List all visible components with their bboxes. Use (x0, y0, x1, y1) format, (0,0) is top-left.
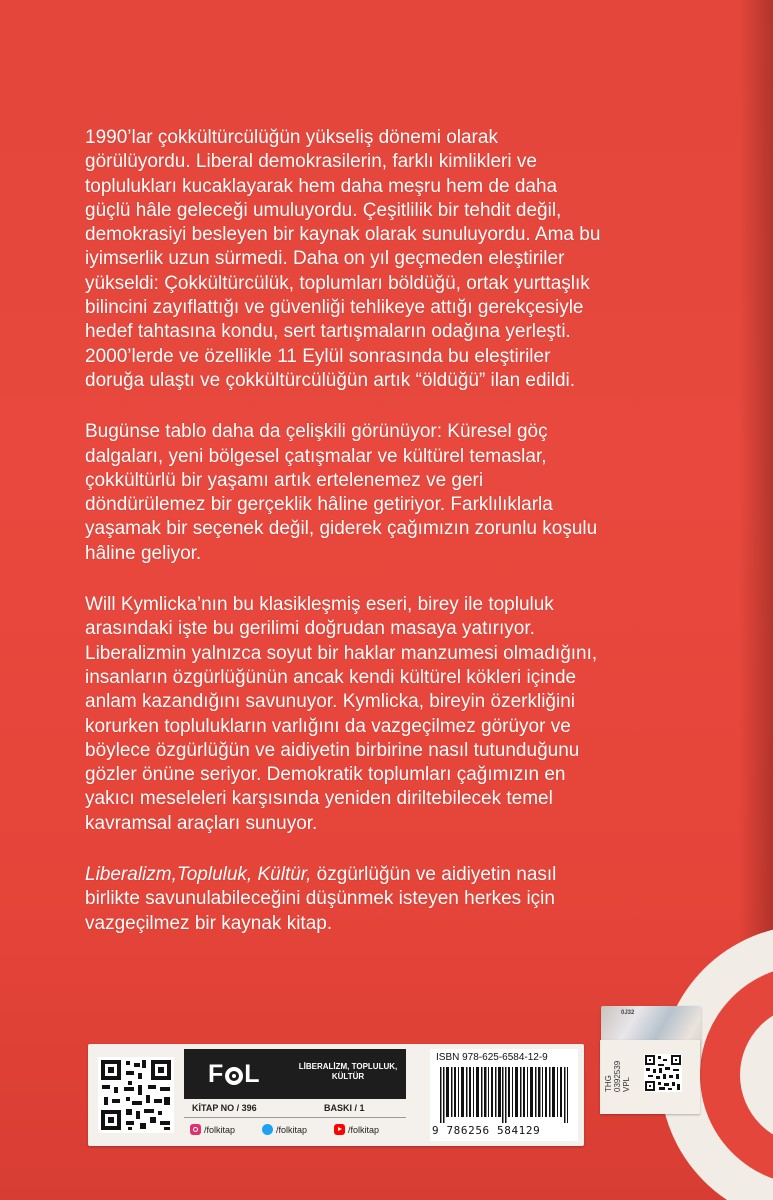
text-line: yükseldi: Çokkültürcülük, toplumları böldüğü, ortak yurttaşlık (85, 272, 590, 294)
label-qr-icon (644, 1054, 682, 1092)
text-line: doruğa ulaştı ve çokkültürcülüğün artık “öldüğü” ilan edildi. (85, 369, 576, 391)
book-info-row (184, 1102, 406, 1115)
barcode-icon (440, 1067, 568, 1123)
fol-logo: F L (208, 1060, 261, 1088)
text-line: 1990’lar çokkültürcülüğün yükseliş dönemi olarak (85, 127, 498, 148)
paragraph-1 (85, 126, 725, 393)
text-line: böylece özgürlüğün ve aidiyetin birbirine nasıl tutunduğunu (85, 739, 580, 761)
instagram-link (190, 1124, 235, 1135)
kitap-no-value: 396 (241, 1103, 257, 1113)
fol-o-icon (225, 1067, 243, 1085)
text-line: iyimserlik uzun sürmedi. Daha on yıl geçmeden eleştiriler (85, 248, 565, 270)
youtube-link (334, 1124, 379, 1135)
qr-code-icon (98, 1057, 174, 1133)
paragraph-2 (85, 420, 725, 566)
label-line: THG (604, 1075, 613, 1092)
youtube-icon (334, 1124, 345, 1135)
baski-label: BASKI / (324, 1103, 360, 1113)
book-title-line: LİBERALİZM, TOPLULUK, (298, 1062, 398, 1071)
divider (184, 1117, 406, 1118)
instagram-handle: /folkitap (204, 1124, 236, 1135)
kitap-no-label: KİTAP NO / (192, 1103, 242, 1113)
book-title-line: KÜLTÜR (331, 1072, 365, 1081)
text-line: korurken toplulukların varlığını da vazgeçilmez görüyor ve (85, 715, 571, 737)
text-line: hedef tahtasına kondu, sert tartışmaların odağına yerleşti. (85, 321, 571, 343)
text-line: 2000’lerde ve özellikle 11 Eylül sonrasında bu eleştiriler (85, 345, 551, 367)
instagram-icon (190, 1124, 201, 1135)
label-text (604, 1061, 631, 1092)
paragraph-3 (85, 593, 725, 836)
baski (324, 1103, 365, 1113)
book-title-small (296, 1062, 400, 1082)
twitter-handle: /folkitap (276, 1124, 308, 1135)
text-line: insanların özgürlüğünün ancak kendi kültürel kökleri içinde (85, 666, 577, 688)
book-title-italic: Liberalizm,Topluluk, Kültür, (85, 864, 312, 886)
publisher-box (184, 1049, 406, 1099)
text-line: güçlü hâle geleceği umuluyordu. Çeşitlilik bir tehdit değil, (85, 199, 562, 221)
twitter-icon (262, 1124, 273, 1135)
text-fragment: özgürlüğün ve aidiyetin nasıl (311, 864, 557, 886)
twitter-link (262, 1124, 307, 1135)
youtube-handle: /folkitap (348, 1124, 380, 1135)
hologram-code: 0J32 (621, 1010, 635, 1016)
barcode-panel (88, 1044, 584, 1146)
text-line: demokrasiyi besleyen bir kaynak olarak sunuluyordu. Ama bu (85, 224, 601, 246)
label-line: 0392539 (613, 1060, 622, 1092)
text-line: vazgeçilmez bir kaynak kitap. (85, 912, 333, 934)
text-line: görülüyordu. Liberal demokrasilerin, farklı kimlikleri ve (85, 151, 537, 173)
text-line: gözler önüne seriyor. Demokratik toplumları çağımızın en (85, 764, 566, 786)
text-line: kavramsal araçları sunuyor. (85, 812, 318, 834)
isbn-text: ISBN 978-625-6584-12-9 (436, 1052, 548, 1063)
text-line: dalgaları, yeni bölgesel çatışmalar ve kültürel temaslar, (85, 445, 547, 467)
label-line: VPL (622, 1076, 631, 1092)
text-line: birlikte savunulabileceğini düşünmek isteyen herkes için (85, 888, 555, 910)
text-line: arasındaki işte bu gerilimi doğrudan masaya yatırıyor. (85, 618, 535, 640)
text-line: Will Kymlicka’nın bu klasikleşmiş eseri, birey ile topluluk (85, 594, 554, 616)
text-line: anlam kazandığını savunuyor. Kymlicka, bireyin özerkliğini (85, 691, 576, 713)
text-line: yakıcı meseleleri karşısında yeniden diriltebilecek temel (85, 788, 553, 810)
text-line: Liberalizmin yalnızca soyut bir haklar manzumesi olmadığını, (85, 642, 598, 664)
text-line: döndürülemez bir gerçeklik hâline getiriyor. Farklılıklarla (85, 494, 553, 516)
text-line: hâline geliyor. (85, 542, 202, 564)
paragraph-closing (85, 863, 725, 936)
social-links (184, 1120, 406, 1142)
text-line: yaşamak bir seçenek değil, giderek çağımızın zorunlu koşulu (85, 518, 598, 540)
text-line: çokkültürlü bir yaşamı artık ertelenemez ve geri (85, 469, 484, 491)
isbn-barcode (430, 1049, 578, 1141)
text-line: toplulukları kucaklayarak hem daha meşru hem de daha (85, 175, 558, 197)
barcode-digits: 9 786256 584129 (432, 1124, 541, 1137)
baski-value: 1 (359, 1103, 365, 1113)
store-label-sticker (600, 1040, 700, 1114)
blurb-text (85, 126, 725, 963)
kitap-no (192, 1103, 257, 1113)
text-line: bilincini zayıflattığı ve güvenliği tehlikeye attığı gerekçesiyle (85, 297, 584, 319)
text-line (85, 863, 725, 887)
text-line: Bugünse tablo daha da çelişkili görünüyor: Küresel göç (85, 421, 548, 443)
